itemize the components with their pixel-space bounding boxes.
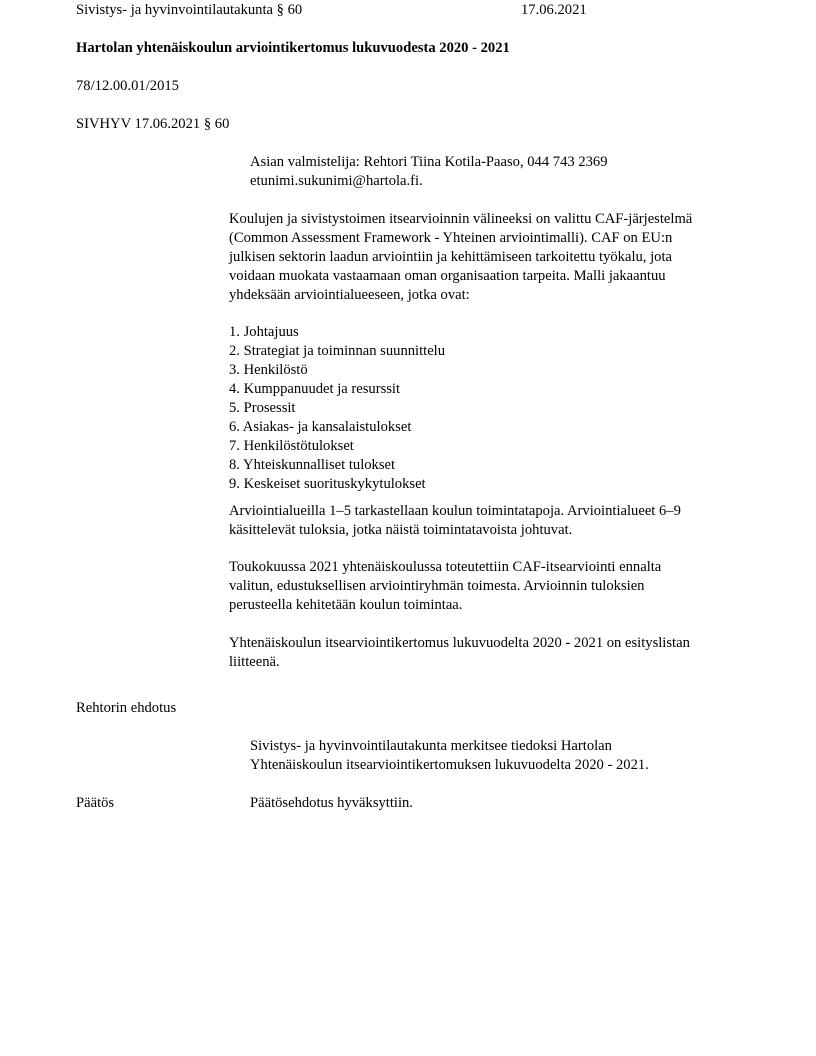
proposal-text-line: Yhtenäiskoulun itsearviointikertomuksen lukuvuodelta 2020 - 2021.: [250, 757, 649, 773]
list-item: 2. Strategiat ja toiminnan suunnittelu: [229, 343, 446, 359]
committee-header: Sivistys- ja hyvinvointilautakunta § 60: [76, 2, 303, 18]
text-line: voidaan muokata vastaamaan oman organisaation tarpeita. Malli jakaantuu: [229, 268, 666, 284]
list-item: 4. Kumppanuudet ja resurssit: [229, 381, 401, 397]
list-item: 7. Henkilöstötulokset: [229, 438, 354, 454]
meeting-reference: SIVHYV 17.06.2021 § 60: [76, 116, 230, 132]
list-item: 1. Johtajuus: [229, 324, 299, 340]
text-line: liitteenä.: [229, 654, 280, 670]
text-line: Koulujen ja sivistystoimen itsearvioinnin välineeksi on valittu CAF-järjestelmä: [229, 211, 693, 227]
list-item: 8. Yhteiskunnalliset tulokset: [229, 457, 396, 473]
evaluation-paragraph: [229, 558, 759, 615]
text-line: julkisen sektorin laadun arviointiin ja kehittämiseen tarkoitettu työkalu, jota: [229, 249, 672, 265]
text-line: perusteella kehitetään koulun toimintaa.: [229, 597, 463, 613]
list-item: 6. Asiakas- ja kansalaistulokset: [229, 419, 412, 435]
text-line: yhdeksään arviointialueeseen, jotka ovat:: [229, 287, 470, 303]
preparer-email: etunimi.sukunimi@hartola.fi.: [250, 173, 423, 189]
list-item: 9. Keskeiset suorituskykytulokset: [229, 476, 426, 492]
preparer-line: Asian valmistelija: Rehtori Tiina Kotila-Paaso, 044 743 2369: [250, 154, 608, 170]
decision-text: Päätösehdotus hyväksyttiin.: [250, 795, 413, 811]
text-line: käsittelevät tuloksia, jotka näistä toimintatavoista johtuvat.: [229, 522, 573, 538]
text-line: Yhtenäiskoulun itsearviointikertomus lukuvuodelta 2020 - 2021 on esityslistan: [229, 635, 690, 651]
proposal-label: Rehtorin ehdotus: [76, 700, 177, 716]
areas-paragraph: [229, 502, 759, 540]
intro-paragraph: [229, 210, 759, 305]
text-line: valitun, edustuksellisen arviointiryhmän toimesta. Arvioinnin tuloksien: [229, 578, 645, 594]
list-item: 3. Henkilöstö: [229, 362, 308, 378]
document-title: Hartolan yhtenäiskoulun arviointikertomus lukuvuodesta 2020 - 2021: [76, 40, 510, 56]
attachment-paragraph: [229, 634, 759, 672]
proposal-text-line: Sivistys- ja hyvinvointilautakunta merkitsee tiedoksi Hartolan: [250, 738, 612, 754]
list-item: 5. Prosessit: [229, 400, 296, 416]
text-line: Arviointialueilla 1–5 tarkastellaan koulun toimintatapoja. Arviointialueet 6–9: [229, 503, 681, 519]
meeting-date: 17.06.2021: [521, 2, 587, 18]
record-number: 78/12.00.01/2015: [76, 78, 179, 94]
text-line: (Common Assessment Framework - Yhteinen arviointimalli). CAF on EU:n: [229, 230, 673, 246]
decision-label: Päätös: [76, 795, 115, 811]
text-line: Toukokuussa 2021 yhtenäiskoulussa toteutettiin CAF-itsearviointi ennalta: [229, 559, 662, 575]
assessment-areas-list: [229, 323, 445, 494]
